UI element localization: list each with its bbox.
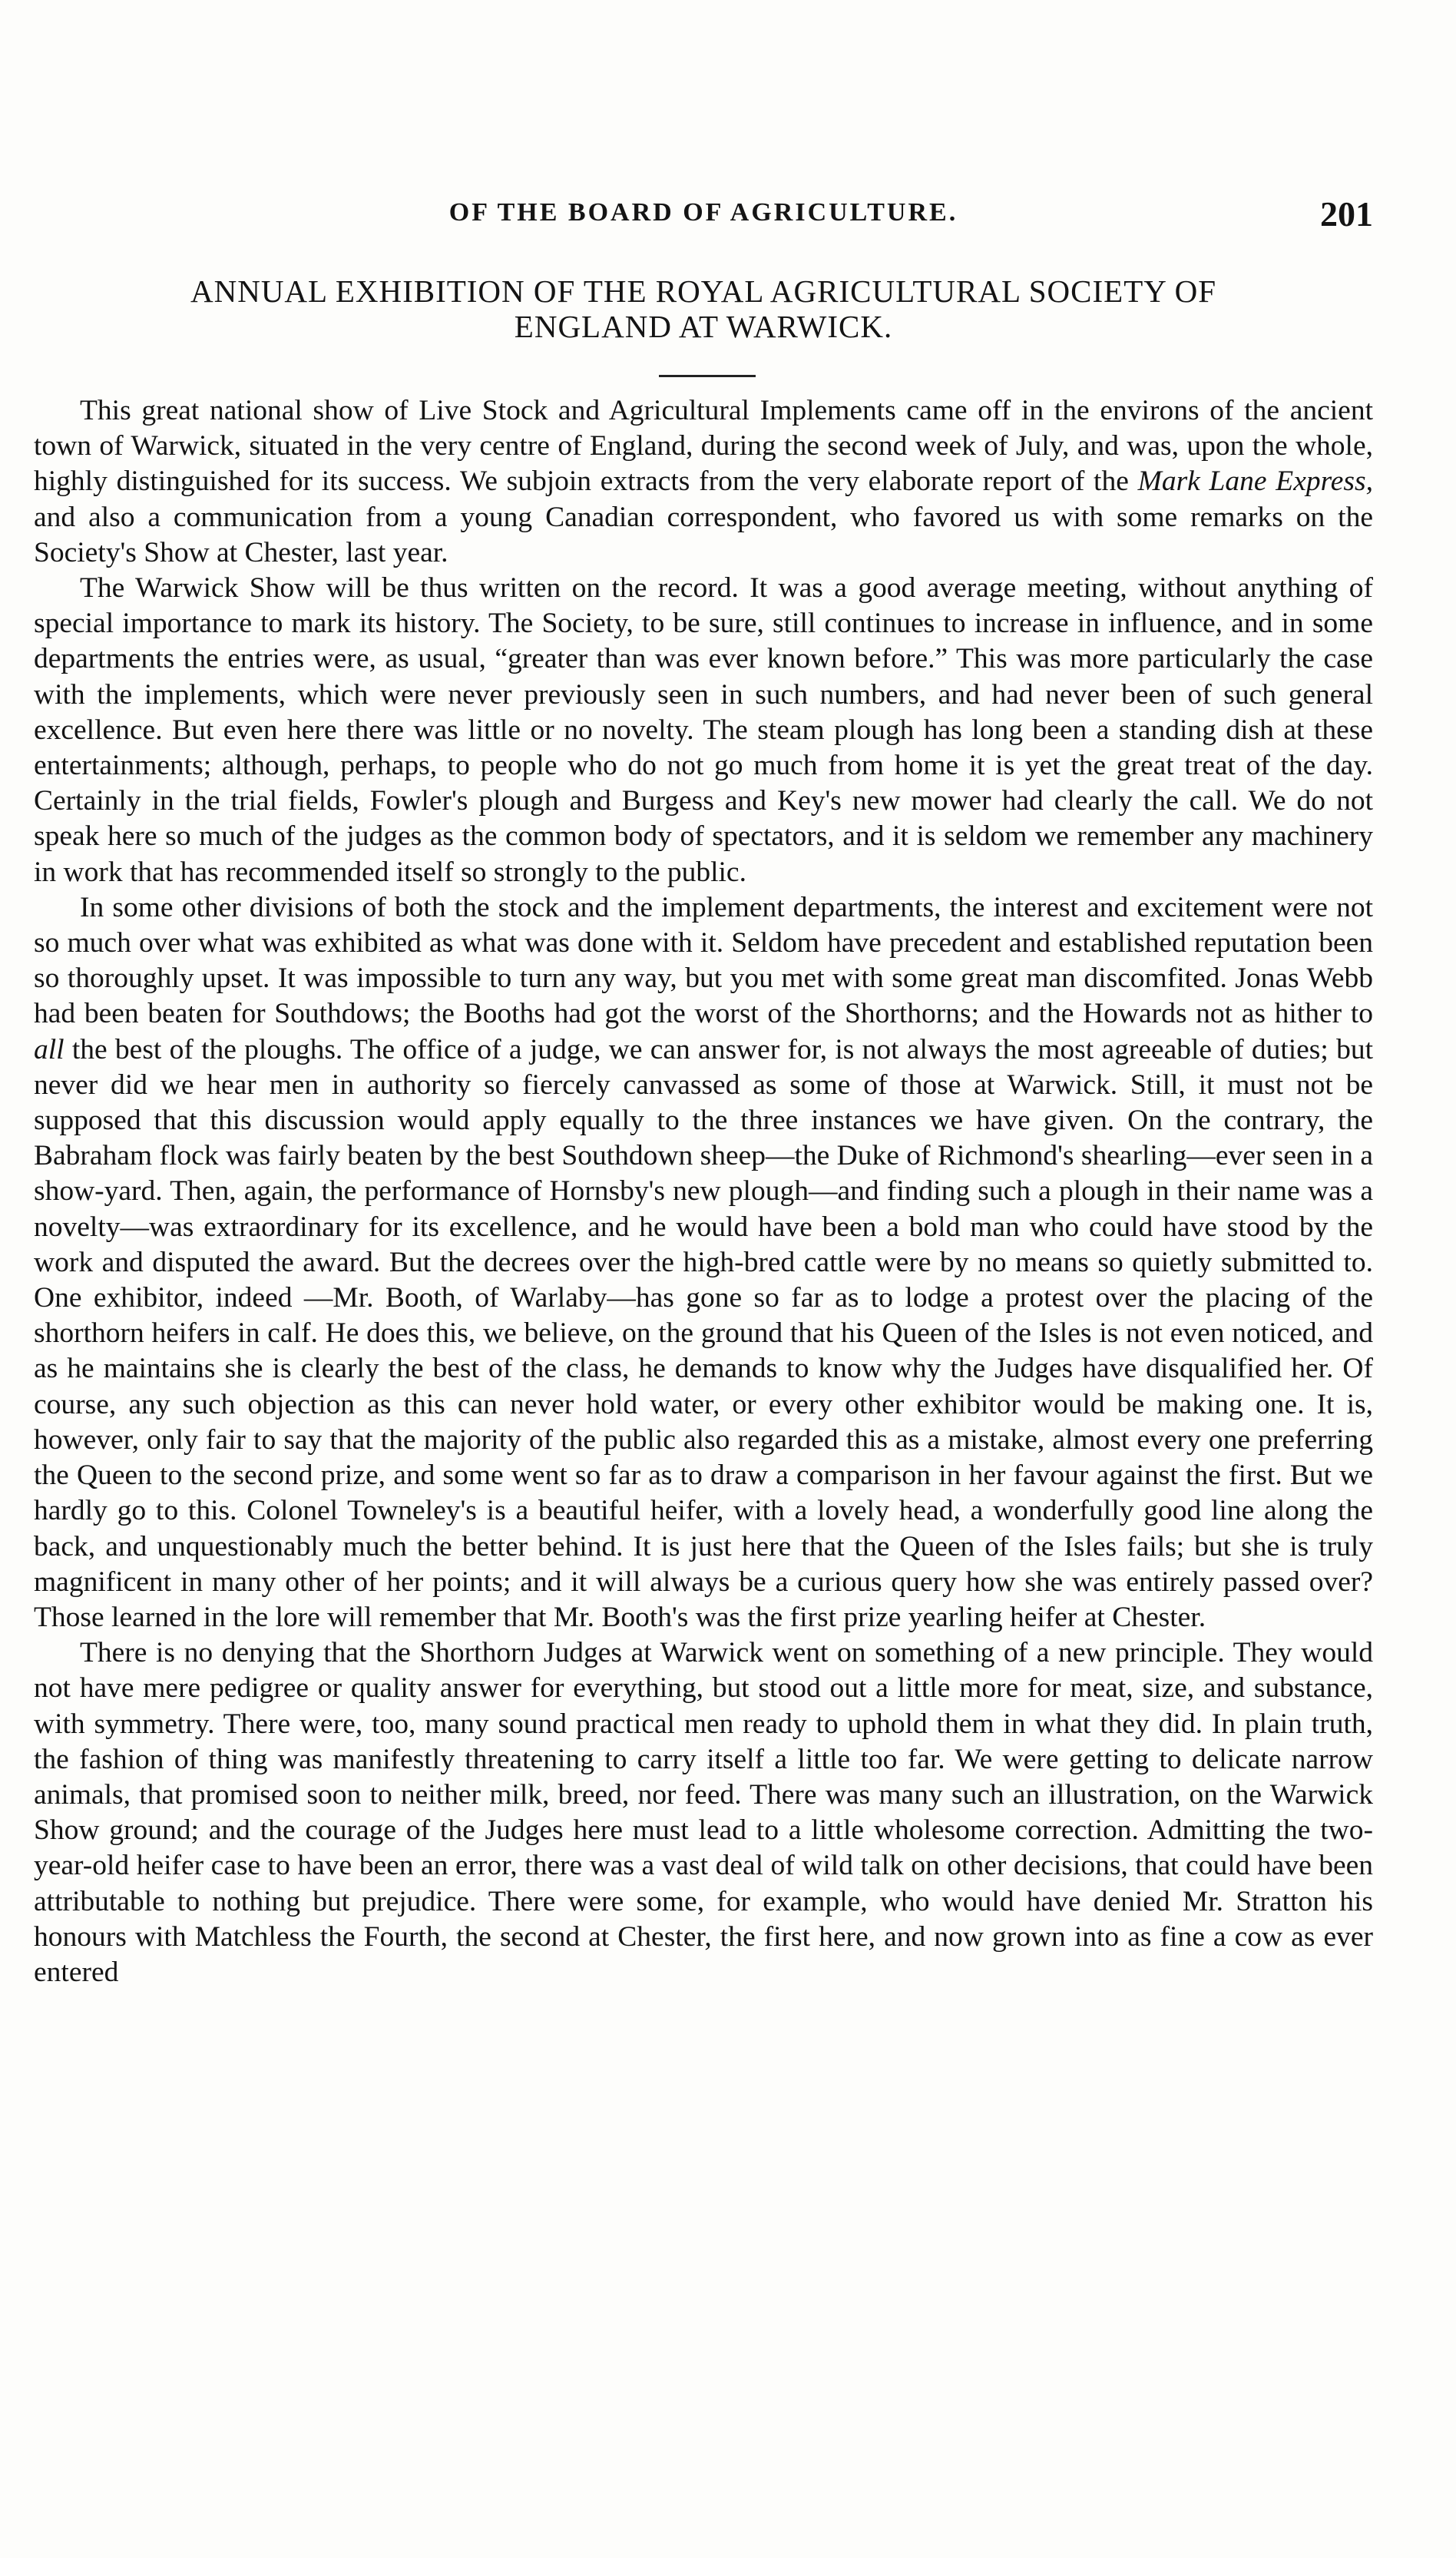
- paragraph-1-lead: This great national show of Live Stock and Agricultural Implements came off in the environs of the ancient town of Warwick, situated in the very centre of England, during the second week of July, and was, upon the whole, highly distinguished for its success. We subjoin extracts from the very elaborate report of the: [34, 395, 1373, 498]
- paragraph-3-emphasis: all: [34, 1033, 65, 1065]
- article-title: [34, 273, 1373, 344]
- paragraph-3-lead: In some other divisions of both the stock and the implement departments, the interest and excitement were not so much over what was exhibited as what was done with it. Seldom have precedent and established reputation been so thoroughly upset. It was impossible to turn any way, but you met with some great man discomfited. Jonas Webb had been beaten for Southdows; the Booths had got the worst of the Shorthorns; and the Howards not as hither to: [34, 891, 1373, 1030]
- title-rule: [659, 375, 756, 377]
- paragraph-3-tail: the best of the ploughs. The office of a judge, we can answer for, is not always the most agreeable of duties; but never did we hear men in authority so fiercely canvassed as some of those at Warwick. Still, it must not be supposed that this discussion would apply equally to the three instances we have given. On the contrary, the Babraham flock was fairly beaten by the best Southdown sheep—the Duke of Richmond's shearling—ever seen in a show-yard. Then, again, the performance of Hornsby's new plough—and finding such a plough in their name was a novelty—was extraordinary for its excellence, and he would have been a bold man who could have stood by the work and disputed the award. But the decrees over the high-bred cattle were by no means so quietly submitted to. One exhibitor, indeed —Mr. Booth, of Warlaby—has gone so far as to lodge a protest over the placing of the shorthorn heifers in calf. He does this, we believe, on the ground that his Queen of the Isles is not even noticed, and as he maintains she is clearly the best of the class, he demands to know why the Judges have disqualified her. Of course, any such objection as this can never hold water, or every other exhibitor would be making one. It is, however, only fair to say that the majority of the public also regarded this as a mistake, almost every one preferring the Queen to the second prize, and some went so far as to draw a comparison in her favour against the first. But we hardly go to this. Colonel Towneley's is a beautiful heifer, with a lovely head, a wonderfully good line along the back, and unquestionably much the better behind. It is just here that the Queen of the Isles fails; but she is truly magnificent in many other of her points; and it will always be a curious query how she was entirely passed over? Those learned in the lore will remember that Mr. Booth's was the first prize yearling heifer at Chester.: [34, 1033, 1373, 1633]
- article-title-line-2: ENGLAND AT WARWICK.: [514, 309, 893, 344]
- paragraph-2-lead: The Warwick Show will be thus written on the record. It was a good average meeting, without anything of special importance to mark its history. The Society, to be sure, still continues to increase in influence, and in some departments the entries were, as usual, “greater than was ever known before.” This was more particularly the case with the implements, which were never previously seen in such numbers, and had never been of such general excellence. But even here there was little or no novelty. The steam plough has long been a standing dish at these entertainments; although, perhaps, to people who do not go much from home it is yet the great treat of the day. Certainly in the trial fields, Fowler's plough and Burgess and Key's new mower had clearly the call. We do not speak here so much of the judges as the common body of spectators, and it is seldom we remember any machinery in work that has recommended itself so strongly to the public.: [34, 572, 1373, 888]
- running-title: OF THE BOARD OF AGRICULTURE.: [448, 198, 958, 227]
- paragraph-1-emphasis: Mark Lane Express,: [1137, 466, 1373, 498]
- running-head: [34, 194, 1373, 240]
- paragraph-4-lead: There is no denying that the Shorthorn Judges at Warwick went on something of a new principle. They would not have mere pedigree or quality answer for everything, but stood out a little more for meat, size, and substance, with symmetry. There were, too, many sound practical men ready to uphold them in what they did. In plain truth, the fashion of thing was manifestly threatening to carry itself a little too far. We were getting to delicate narrow animals, that promised soon to neither milk, breed, nor feed. There was many such an illustration, on the Warwick Show ground; and the courage of the Judges here must lead to a little wholesome correction. Admitting the two-year-old heifer case to have been an error, there was a vast deal of wild talk on other decisions, that could have been attributable to nothing but prejudice. There were some, for example, who would have denied Mr. Stratton his honours with Matchless the Fourth, the second at Chester, the first here, and now grown into as fine a cow as ever entered: [34, 1637, 1373, 1988]
- paragraph-2: [34, 571, 1373, 890]
- paragraph-3: [34, 890, 1373, 1635]
- paragraph-1-tail: and also a communication from a young Canadian correspondent, who favored us with some remarks on the Society's Show at Chester, last year.: [34, 501, 1373, 568]
- paragraph-4: [34, 1635, 1373, 1990]
- article-body: [34, 393, 1373, 2544]
- article-title-line-1: ANNUAL EXHIBITION OF THE ROYAL AGRICULTURAL SOCIETY OF: [190, 273, 1216, 309]
- page-number: 201: [1320, 194, 1373, 234]
- paragraph-1: [34, 393, 1373, 571]
